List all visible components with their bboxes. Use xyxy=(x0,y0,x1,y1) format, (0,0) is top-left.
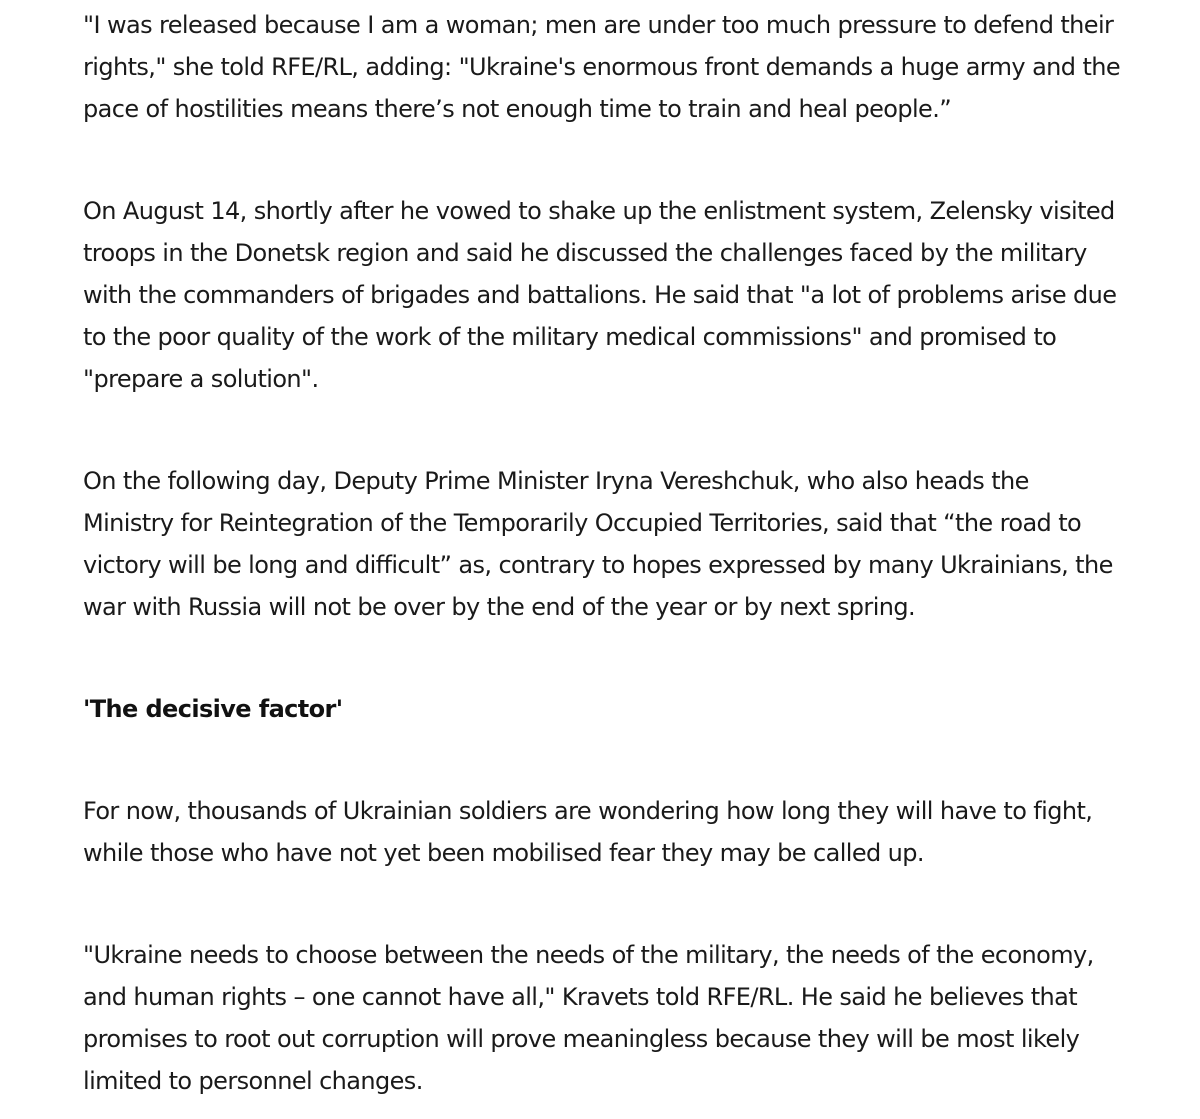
article-paragraph: On August 14, shortly after he vowed to shake up the enlistment system, Zelensky visited troops in the Donetsk region and said he discussed the challenges faced by the military with the commanders of brigades and battalions. He said that "a lot of problems arise due to the poor quality of the work of the military medical commissions" and promised to "prepare a solution". xyxy=(83,197,1117,393)
article-paragraph: "I was released because I am a woman; men are under too much pressure to defend their rights," she told RFE/RL, adding: "Ukraine's enormous front demands a huge army and the pace of hostilities means there’s not enough time to train and heal people.” xyxy=(83,11,1121,123)
article-body xyxy=(83,4,1123,1102)
article-paragraph: For now, thousands of Ukrainian soldiers are wondering how long they will have to fight, while those who have not yet been mobilised fear they may be called up. xyxy=(83,797,1093,867)
article-paragraph: "Ukraine needs to choose between the needs of the military, the needs of the economy, and human rights – one cannot have all," Kravets told RFE/RL. He said he believes that promises to root out corruption will prove meaningless because they will be most likely limited to personnel changes. xyxy=(83,941,1094,1095)
section-subheading: 'The decisive factor' xyxy=(83,695,343,723)
article-paragraph: On the following day, Deputy Prime Minister Iryna Vereshchuk, who also heads the Ministry for Reintegration of the Temporarily Occupied Territories, said that “the road to victory will be long and difficult” as, contrary to hopes expressed by many Ukrainians, the war with Russia will not be over by the end of the year or by next spring. xyxy=(83,467,1113,621)
